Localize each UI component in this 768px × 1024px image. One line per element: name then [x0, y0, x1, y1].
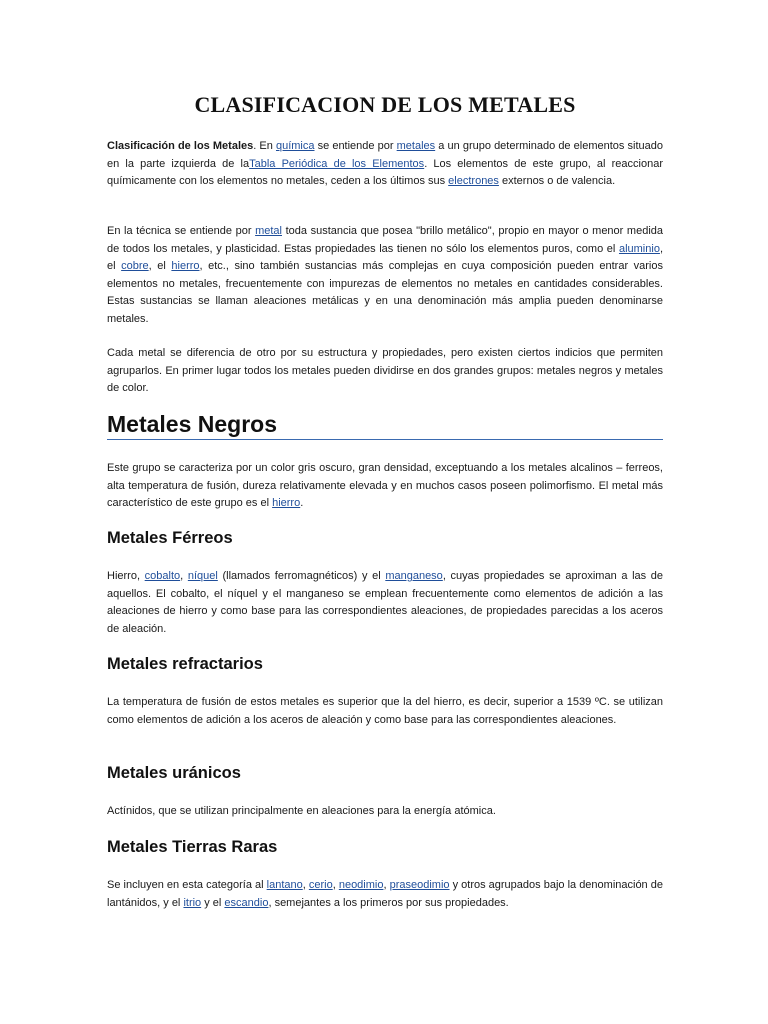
section-heading-metales-negros: Metales Negros [107, 411, 278, 437]
link-metales[interactable]: metales [396, 140, 436, 152]
tierras-text-2: , [302, 879, 309, 891]
section-heading-metales-tierras-raras: Metales Tierras Raras [107, 838, 278, 856]
intro-bold-term: Clasificación de los Metales [107, 140, 254, 152]
heading-underline [107, 439, 663, 440]
link-niquel[interactable]: níquel [187, 570, 218, 582]
link-hierro[interactable]: hierro [171, 260, 200, 273]
tierras-paragraph [107, 877, 663, 912]
intro-text-1: . En [253, 140, 276, 152]
tierras-text-3: , [332, 879, 339, 891]
tierras-text-4: , [383, 879, 390, 891]
tierras-text-6: y el [201, 896, 225, 909]
link-tabla-periodica[interactable]: Tabla Periódica de los Elementos [249, 157, 425, 170]
link-cerio[interactable]: cerio [308, 879, 333, 891]
intro-text-2: se entiende por [314, 140, 397, 152]
negros-paragraph [107, 460, 663, 513]
link-aluminio[interactable]: aluminio [618, 242, 660, 255]
tierras-text-7: , semejantes a los primeros por sus propiedades. [268, 896, 509, 909]
uranicos-paragraph: Actínidos, que se utilizan principalmente en aleaciones para la energía atómica. [107, 805, 496, 817]
p2-text-4: , el [148, 260, 172, 273]
link-cobalto[interactable]: cobalto [144, 570, 181, 582]
tierras-text-5: y otros agrupados bajo la denominación de lantánidos, y el [107, 879, 663, 909]
ferreos-text-4: , cuyas propiedades se aproximan a las de aquellos. El cobalto, el níquel y el manganeso se emplean frecuentemente como elementos de adición a las aleaciones de hierro y como base para las correspondientes aleaciones, de propiedades parecidas a los aceros de aleación. [107, 570, 664, 635]
p2-text-5: , etc., sino también sustancias más complejas en cuya composición pueden entrar varios elementos no metales, frecuentemente con impurezas de elementos no metales en cantidades considerables. Estas sustancias se llaman aleaciones metálicas y en una denominación más amplia pueden denominarse metales. [107, 260, 663, 325]
intro-text-3: a un grupo determinado de elementos situado en la parte izquierda de la [107, 140, 663, 170]
document-title: CLASIFICACION DE LOS METALES [194, 92, 576, 117]
tierras-text-1: Se incluyen en esta categoría al [107, 879, 267, 891]
p2-text-1: En la técnica se entiende por [107, 225, 256, 237]
link-escandio[interactable]: escandio [224, 896, 269, 909]
technique-paragraph [107, 223, 663, 329]
link-itrio[interactable]: itrio [183, 896, 202, 909]
section-heading-metales-refractarios: Metales refractarios [107, 655, 263, 673]
ferreos-paragraph [107, 568, 663, 638]
link-cobre[interactable]: cobre [121, 260, 149, 273]
ferreos-text-3: (llamados ferromagnéticos) y el [217, 570, 386, 582]
intro-paragraph [107, 138, 663, 191]
intro-text-5: externos o de valencia. [498, 175, 616, 188]
link-hierro-negros[interactable]: hierro [272, 497, 301, 510]
link-neodimio[interactable]: neodimio [338, 879, 384, 891]
link-metal[interactable]: metal [255, 225, 282, 237]
negros-text-2: . [300, 497, 304, 510]
ferreos-text-2: , [180, 570, 188, 582]
ferreos-text-1: Hierro, [107, 570, 145, 582]
refractarios-paragraph: La temperatura de fusión de estos metales es superior que la del hierro, es decir, superior a 1539 ºC. se utilizan como elementos de adición a los aceros de aleación y como base para las correspondientes aleaciones. [107, 696, 663, 726]
section-heading-metales-ferreos: Metales Férreos [107, 529, 233, 547]
p2-text-3: , el [107, 242, 663, 273]
negros-text-1: Este grupo se caracteriza por un color gris oscuro, gran densidad, exceptuando a los metales alcalinos – ferreos, alta temperatura de fusión, dureza relativamente elevada y en muchos casos poseen polimorfismo. El metal más característico de este grupo es el [107, 462, 663, 510]
section-heading-metales-uranicos: Metales uránicos [107, 764, 241, 782]
link-electrones[interactable]: electrones [448, 175, 499, 188]
link-manganeso[interactable]: manganeso [385, 570, 443, 582]
classification-paragraph: Cada metal se diferencia de otro por su estructura y propiedades, pero existen ciertos indicios que permiten agruparlos. En primer lugar todos los metales pueden dividirse en dos grandes grupos: metales negros y metales de color. [107, 347, 663, 395]
link-quimica[interactable]: química [275, 140, 315, 152]
link-lantano[interactable]: lantano [266, 879, 303, 891]
intro-text-4: . Los elementos de este grupo, al reaccionar químicamente con los elementos no metales, ceden a los últimos sus [107, 157, 663, 188]
link-praseodimio[interactable]: praseodimio [389, 879, 450, 891]
p2-text-2: toda sustancia que posea "brillo metálico", propio en mayor o menor medida de todos los metales, y plasticidad. Estas propiedades las tienen no sólo los elementos puros, como el [107, 225, 663, 255]
